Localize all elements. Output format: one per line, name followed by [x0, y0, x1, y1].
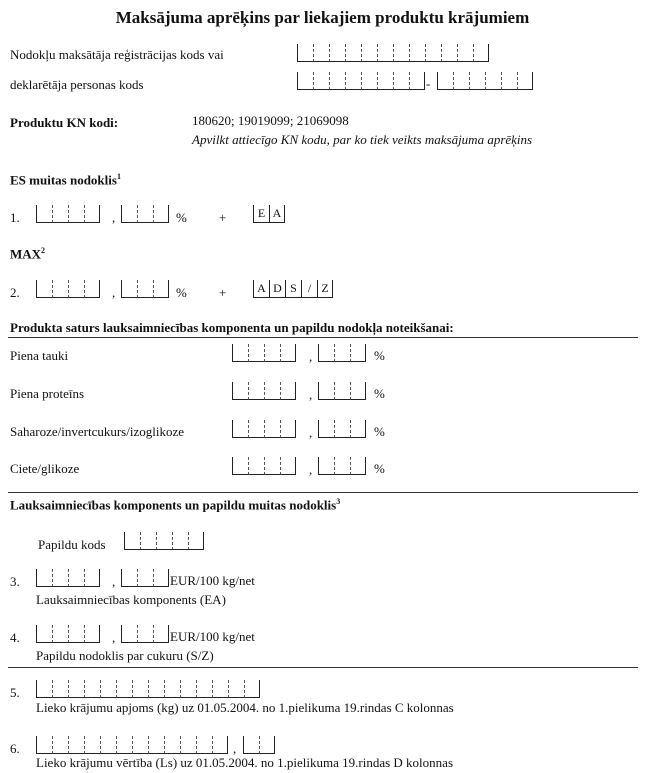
sucrose-integer-field[interactable]: [232, 420, 296, 438]
letter-cell: A: [253, 280, 269, 298]
taxpayer-label-line2: deklarētāja personas kods: [10, 77, 144, 92]
sugar-duty-integer-field[interactable]: [36, 625, 100, 643]
comma: ,: [309, 387, 313, 402]
kn-codes-note: Apvilkt attiecīgo KN kodu, par ko tiek veikts maksājuma aprēķins: [192, 132, 533, 147]
percent-sign: %: [374, 424, 385, 439]
sugar-duty-decimal-field[interactable]: [121, 625, 169, 643]
unit-label: EUR/100 kg/net: [170, 573, 255, 588]
row-number-6: 6.: [10, 741, 20, 756]
stock-volume-field[interactable]: [36, 680, 260, 698]
content-label-milk-protein: Piena proteīns: [10, 386, 85, 401]
stock-value-decimal-field[interactable]: [243, 736, 275, 754]
es-duty-decimal-field[interactable]: [121, 205, 169, 223]
extra-code-label: Papildu kods: [38, 537, 106, 552]
personal-code-dash: -: [426, 76, 431, 91]
unit-label: EUR/100 kg/net: [170, 629, 255, 644]
percent-sign: %: [374, 348, 385, 363]
page-title: Maksājuma aprēķins par liekajiem produktu krājumiem: [115, 8, 530, 27]
letter-cell: /: [301, 280, 317, 298]
milk-fat-integer-field[interactable]: [232, 344, 296, 362]
divider: [8, 337, 638, 338]
row-number-1: 1.: [10, 210, 20, 225]
content-label-starch: Ciete/glikoze: [10, 461, 80, 476]
personal-code-part1-field[interactable]: [297, 72, 425, 90]
comma: ,: [112, 285, 116, 300]
letter-cell: Z: [317, 280, 333, 298]
plus-sign: +: [219, 285, 227, 300]
es-duty-integer-field[interactable]: [36, 205, 100, 223]
content-heading: Produkta saturs lauksaimniecības komponenta un papildu nodokļa noteikšanai:: [10, 320, 454, 335]
starch-decimal-field[interactable]: [318, 457, 366, 475]
content-label-milk-fat: Piena tauki: [10, 348, 69, 363]
es-duty-letters: [253, 205, 285, 223]
stock-value-desc: Lieko krājumu vērtība (Ls) uz 01.05.2004. no 1.pielikuma 19.rindas D kolonnas: [36, 755, 454, 770]
percent-sign: %: [176, 285, 187, 300]
agri-component-integer-field[interactable]: [36, 569, 100, 587]
taxpayer-label-line1: Nodokļu maksātāja reģistrācijas kods vai: [10, 47, 224, 62]
comma: ,: [112, 574, 116, 589]
row-number-2: 2.: [10, 285, 20, 300]
plus-sign: +: [219, 210, 227, 225]
stock-volume-desc: Lieko krājumu apjoms (kg) uz 01.05.2004. no 1.pielikuma 19.rindas C kolonnas: [36, 700, 454, 715]
starch-integer-field[interactable]: [232, 457, 296, 475]
extra-code-field[interactable]: [124, 532, 204, 550]
max-integer-field[interactable]: [36, 280, 100, 298]
content-label-sucrose: Saharoze/invertcukurs/izoglikoze: [10, 424, 184, 439]
divider: [8, 492, 638, 493]
stock-value-integer-field[interactable]: [36, 736, 228, 754]
comma: ,: [233, 741, 237, 756]
agri-component-desc: Lauksaimniecības komponents (EA): [36, 592, 226, 607]
registration-code-field[interactable]: [297, 44, 489, 62]
comma: ,: [112, 630, 116, 645]
row-number-5: 5.: [10, 685, 20, 700]
agri-heading: Lauksaimniecības komponents un papildu muitas nodoklis$^3$: [10, 497, 341, 513]
agri-component-decimal-field[interactable]: [121, 569, 169, 587]
comma: ,: [309, 462, 313, 477]
comma: ,: [309, 349, 313, 364]
max-letters: [253, 280, 333, 298]
letter-cell: A: [269, 205, 285, 223]
milk-protein-decimal-field[interactable]: [318, 382, 366, 400]
personal-code-part2-field[interactable]: [437, 72, 533, 90]
comma: ,: [309, 425, 313, 440]
sugar-duty-desc: Papildu nodoklis par cukuru (S/Z): [36, 648, 214, 663]
percent-sign: %: [374, 386, 385, 401]
es-duty-heading: ES muitas nodoklis$^1$: [10, 172, 121, 188]
row-number-4: 4.: [10, 630, 20, 645]
percent-sign: %: [374, 461, 385, 476]
row-number-3: 3.: [10, 574, 20, 589]
percent-sign: %: [176, 210, 187, 225]
max-heading: MAX$^2$: [10, 246, 46, 262]
divider: [8, 667, 638, 668]
kn-codes-label: Produktu KN kodi:: [10, 115, 119, 130]
letter-cell: S: [285, 280, 301, 298]
letter-cell: E: [253, 205, 269, 223]
max-decimal-field[interactable]: [121, 280, 169, 298]
milk-fat-decimal-field[interactable]: [318, 344, 366, 362]
comma: ,: [112, 210, 116, 225]
kn-codes-value: 180620; 19019099; 21069098: [192, 113, 349, 128]
milk-protein-integer-field[interactable]: [232, 382, 296, 400]
letter-cell: D: [269, 280, 285, 298]
sucrose-decimal-field[interactable]: [318, 420, 366, 438]
